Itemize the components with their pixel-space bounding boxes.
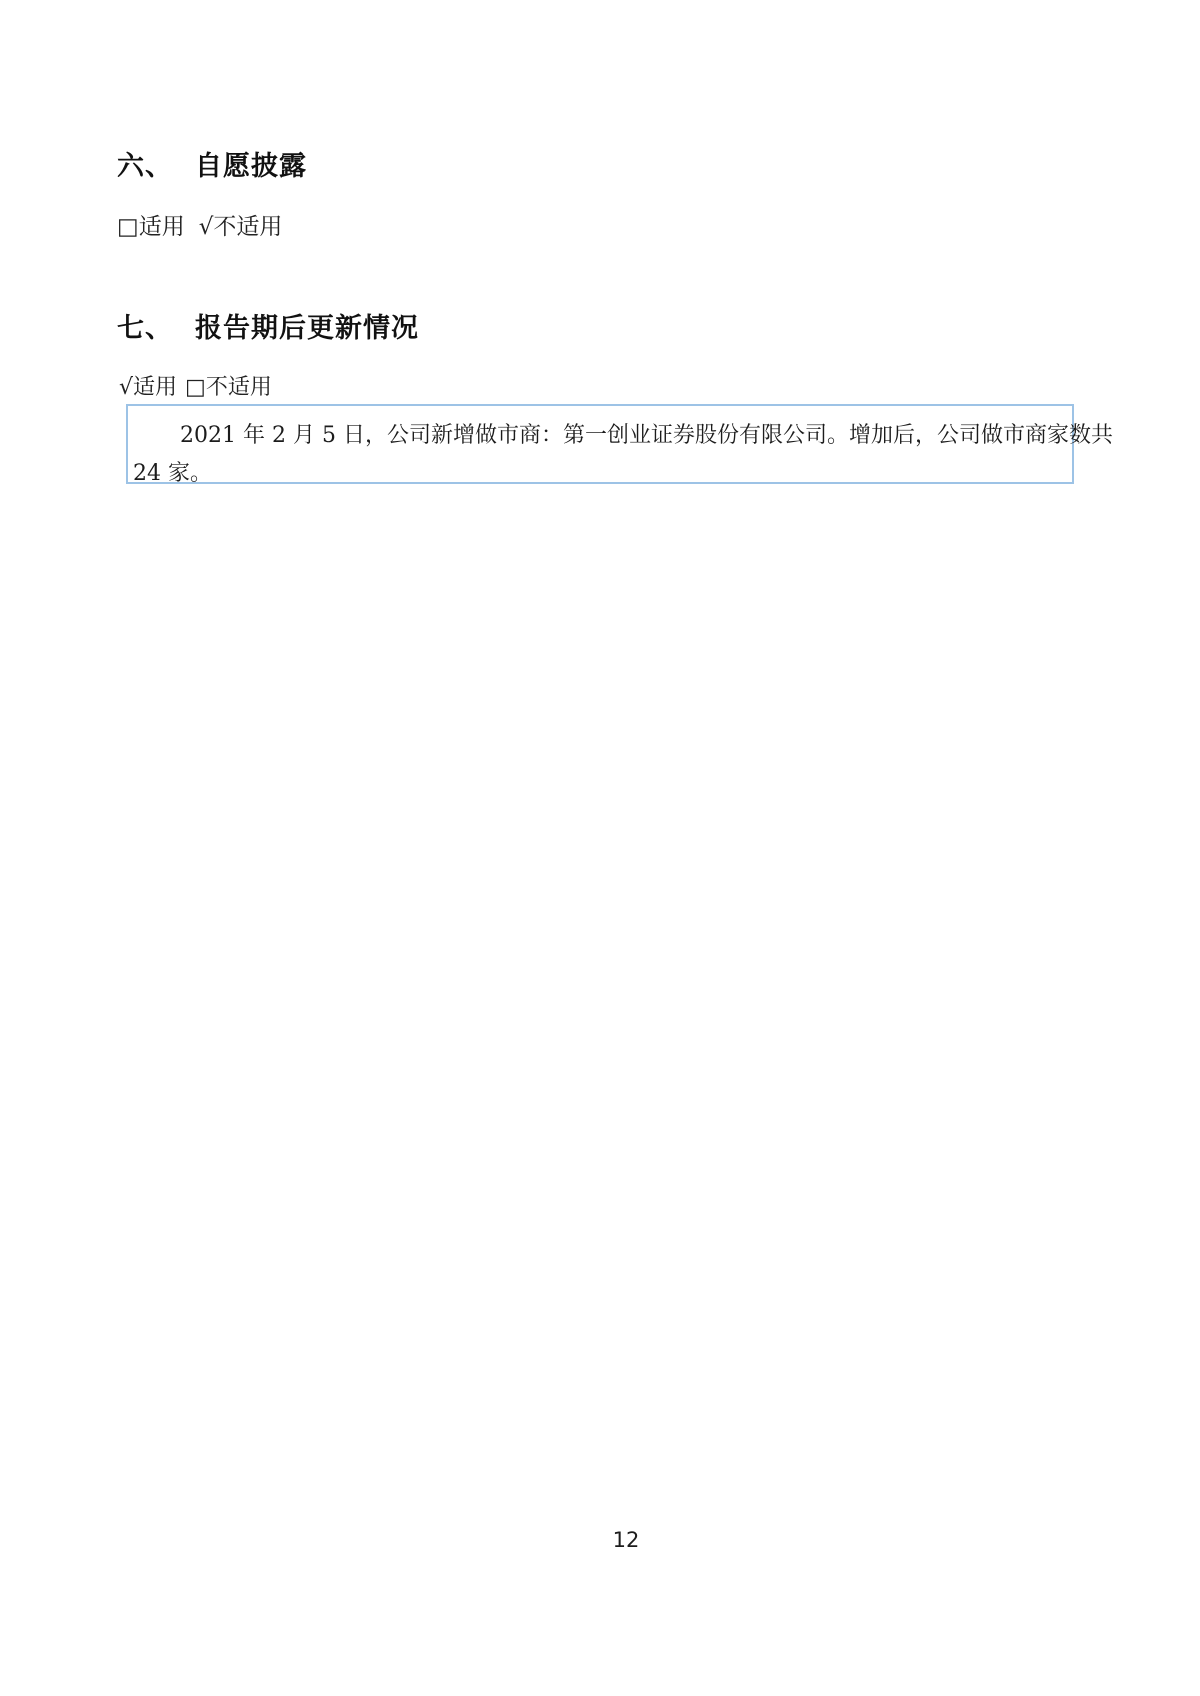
section-7-checkbox-not-applicable: □不适用 xyxy=(185,375,272,400)
section-6-checkbox-applicable: □适用 xyxy=(117,214,185,240)
section-6-heading xyxy=(117,144,307,183)
section-6-applicability-line xyxy=(117,208,282,241)
section-7-checkbox-applicable: √适用 xyxy=(119,375,178,400)
section-6-checkbox-not-applicable: √不适用 xyxy=(198,214,283,240)
section-6-number: 六、 xyxy=(117,151,173,182)
section-7-applicability-line xyxy=(119,370,272,401)
update-text-line-1: 2021 年 2 月 5 日，公司新增做市商：第一创业证券股份有限公司。增加后，公司做市商家数共 xyxy=(180,423,1113,448)
section-7-heading xyxy=(117,306,419,345)
post-report-update-box xyxy=(126,404,1113,486)
post-report-update-text xyxy=(128,406,1113,493)
page-number: 12 xyxy=(612,1528,640,1552)
section-7-title: 报告期后更新情况 xyxy=(195,313,419,344)
update-text-line-2: 24 家。 xyxy=(133,461,212,486)
section-6-title: 自愿披露 xyxy=(195,151,307,182)
section-7-number: 七、 xyxy=(117,313,173,344)
